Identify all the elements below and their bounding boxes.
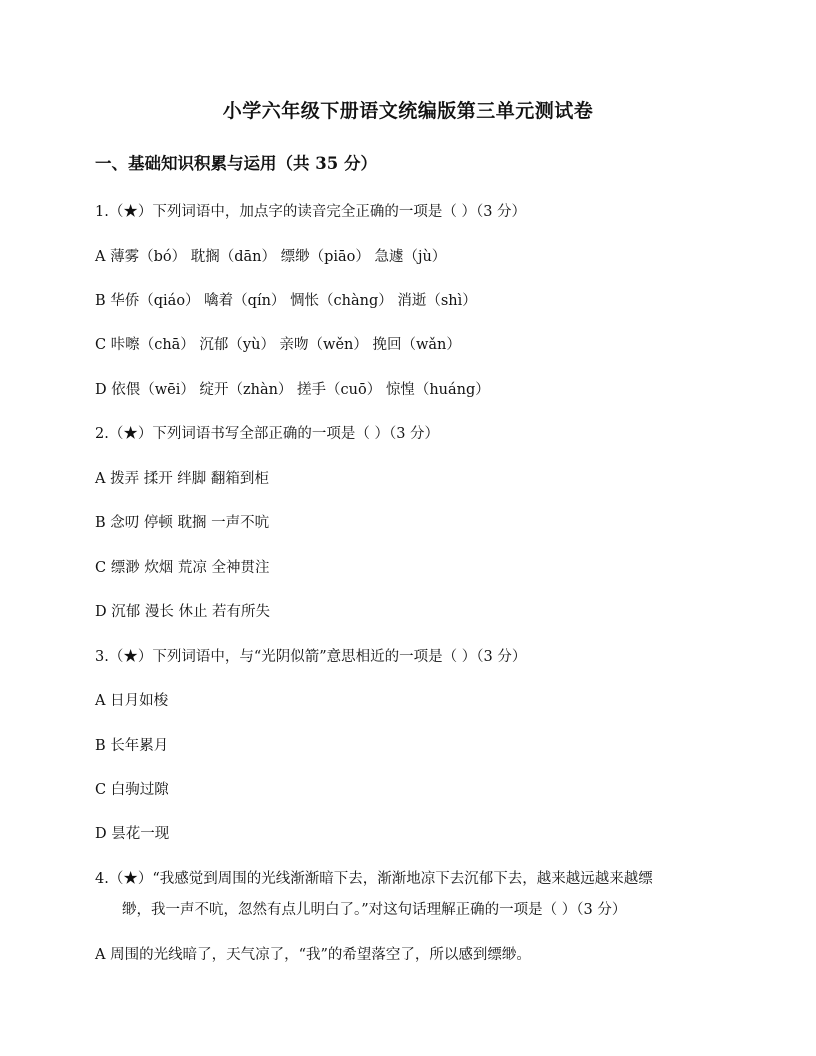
question-3-option-c: C 白驹过隙	[95, 782, 169, 798]
question-2-option-d: D 沉郁 漫长 休止 若有所失	[95, 604, 271, 620]
question-4-stem-line-2: 缈，我一声不吭，忽然有点儿明白了。”对这句话理解正确的一项是（ ）（3 分）	[122, 902, 627, 918]
question-1-option-b: B 华侨（qiáo） 噙着（qín） 惆怅（chàng） 消逝（shì）	[95, 293, 477, 309]
question-2-option-a: A 拨弄 揉开 绊脚 翻箱到柜	[95, 471, 269, 487]
question-3-option-a: A 日月如梭	[95, 693, 169, 709]
question-1-option-d: D 依偎（wēi） 绽开（zhàn） 搓手（cuō） 惊惶（huáng）	[95, 382, 490, 398]
question-1-stem: 1.（★）下列词语中，加点字的读音完全正确的一项是（ ）（3 分）	[95, 204, 527, 220]
question-3-stem: 3.（★）下列词语中，与“光阴似箭”意思相近的一项是（ ）（3 分）	[95, 649, 527, 665]
question-2-stem: 2.（★）下列词语书写全部正确的一项是（ ）（3 分）	[95, 426, 440, 442]
question-2-option-c: C 缥渺 炊烟 荒凉 全神贯注	[95, 560, 270, 576]
question-4-option-a: A 周围的光线暗了，天气凉了，“我”的希望落空了，所以感到缥缈。	[95, 947, 531, 963]
question-1-option-a: A 薄雾（bó） 耽搁（dān） 缥缈（piāo） 急遽（jù）	[95, 249, 447, 265]
question-2-option-b: B 念叨 停顿 耽搁 一声不吭	[95, 515, 270, 531]
page-title: 小学六年级下册语文统编版第三单元测试卷	[222, 100, 594, 122]
question-3-option-b: B 长年累月	[95, 738, 169, 754]
question-3-option-d: D 昙花一现	[95, 826, 170, 842]
question-4-stem-line-1: 4.（★）“我感觉到周围的光线渐渐暗下去，渐渐地凉下去沉郁下去，越来越远越来越缥	[95, 871, 653, 887]
question-1-option-c: C 咔嚓（chā） 沉郁（yù） 亲吻（wěn） 挽回（wǎn）	[95, 337, 461, 353]
section-heading: 一、基础知识积累与运用（共 35 分）	[95, 154, 377, 173]
